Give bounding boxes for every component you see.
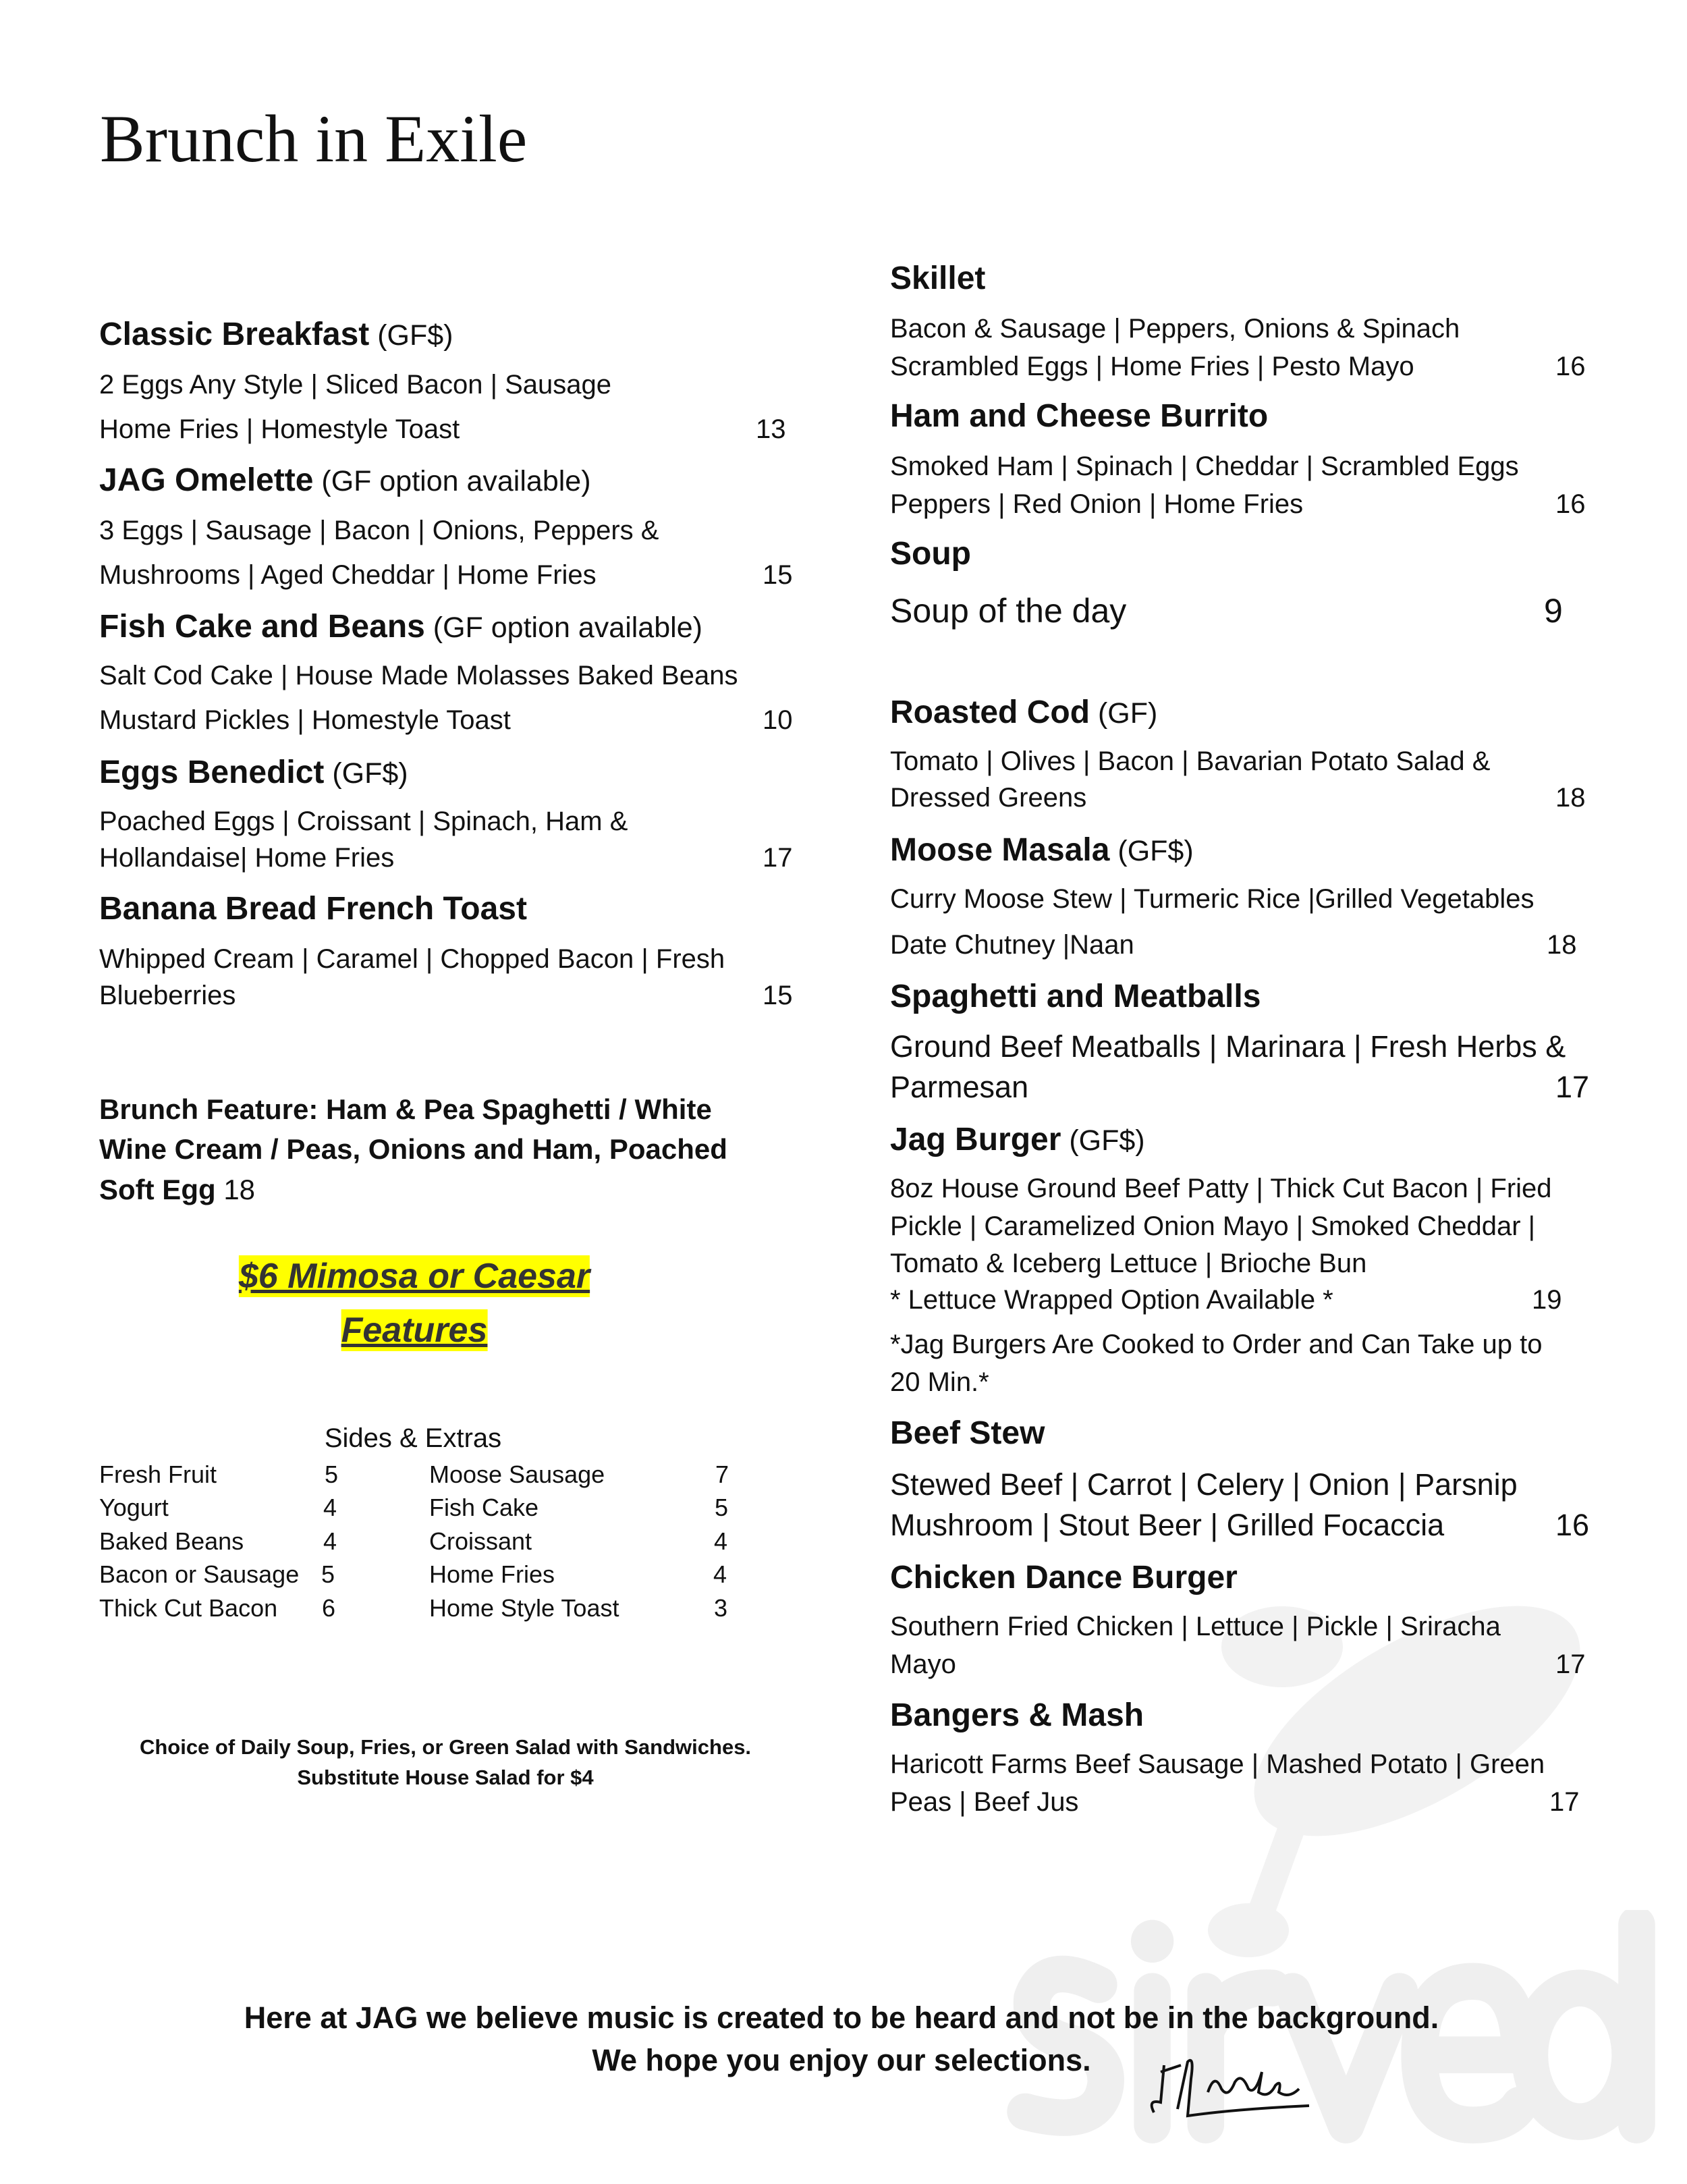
item-desc: Hollandaise| Home Fries (99, 843, 395, 873)
feature-price: 18 (223, 1174, 256, 1205)
side-price: 4 (713, 1560, 727, 1588)
item-price: 15 (763, 560, 793, 590)
item-name: Jag Burger (890, 1122, 1061, 1157)
item-price: 19 (1532, 1285, 1562, 1315)
side-name: Yogurt (99, 1494, 169, 1521)
sandwich-note: Substitute House Salad for $4 (297, 1766, 594, 1789)
footer-message: Here at JAG we believe music is created to be heard and not be in the background. (244, 2000, 1439, 2035)
item-moose-masala (890, 831, 1194, 870)
brunch-feature (99, 1173, 255, 1207)
item-qualifier: (GF option available) (313, 465, 591, 497)
item-desc: Parmesan (890, 1070, 1029, 1104)
item-name: Moose Masala (890, 832, 1110, 868)
item-desc: Scrambled Eggs | Home Fries | Pesto Mayo (890, 352, 1414, 381)
item-jag-burger (890, 1120, 1145, 1159)
item-desc: Mushrooms | Aged Cheddar | Home Fries (99, 560, 597, 590)
item-price: 16 (1555, 489, 1586, 519)
item-name: Fish Cake and Beans (99, 609, 425, 645)
item-price: 18 (1555, 783, 1586, 813)
item-ham-cheese-burrito (890, 397, 1268, 436)
side-price: 4 (323, 1494, 337, 1521)
item-note: 20 Min.* (890, 1367, 989, 1397)
item-beef-stew (890, 1414, 1045, 1453)
item-jag-omelette (99, 461, 591, 500)
item-roasted-cod (890, 693, 1157, 732)
item-desc: 8oz House Ground Beef Patty | Thick Cut Bacon | Fried (890, 1174, 1552, 1203)
item-desc: * Lettuce Wrapped Option Available * (890, 1285, 1333, 1315)
item-price: 17 (763, 843, 793, 873)
item-fish-cake (99, 607, 702, 647)
item-price: 17 (1555, 1070, 1590, 1104)
item-desc: Smoked Ham | Spinach | Cheddar | Scrambled Eggs (890, 452, 1519, 481)
item-classic-breakfast (99, 315, 453, 354)
item-note: *Jag Burgers Are Cooked to Order and Can Take up to (890, 1330, 1543, 1359)
item-desc: 3 Eggs | Sausage | Bacon | Onions, Peppers & (99, 516, 659, 545)
item-price: 17 (1549, 1787, 1580, 1817)
item-bangers-mash (890, 1696, 1144, 1735)
side-name: Home Fries (429, 1560, 555, 1588)
item-price: 16 (1555, 1508, 1590, 1542)
item-qualifier: (GF$) (324, 757, 408, 790)
side-name: Home Style Toast (429, 1594, 619, 1622)
promo-banner: $6 Mimosa or Caesar (239, 1255, 590, 1297)
item-skillet (890, 259, 985, 298)
item-desc: Peas | Beef Jus (890, 1787, 1079, 1817)
item-name: Bangers & Mash (890, 1697, 1144, 1733)
footer-message: We hope you enjoy our selections. (592, 2043, 1091, 2077)
item-price: 18 (1547, 930, 1577, 960)
item-name: Soup (890, 536, 971, 572)
item-desc: Soup of the day (890, 592, 1127, 630)
item-desc: Home Fries | Homestyle Toast (99, 414, 460, 444)
item-name: Classic Breakfast (99, 317, 370, 352)
item-eggs-benedict (99, 753, 408, 792)
item-desc: Bacon & Sausage | Peppers, Onions & Spinach (890, 314, 1460, 344)
item-desc: 2 Eggs Any Style | Sliced Bacon | Sausage (99, 370, 612, 400)
item-desc: Poached Eggs | Croissant | Spinach, Ham & (99, 807, 628, 836)
item-desc: Mushroom | Stout Beer | Grilled Focaccia (890, 1508, 1445, 1542)
item-name: Eggs Benedict (99, 755, 325, 790)
item-qualifier: (GF$) (369, 319, 453, 352)
item-desc: Salt Cod Cake | House Made Molasses Baked Beans (99, 661, 738, 690)
side-name: Fresh Fruit (99, 1460, 217, 1488)
item-qualifier: (GF$) (1061, 1124, 1145, 1157)
side-price: 5 (325, 1460, 339, 1488)
item-name: Skillet (890, 261, 986, 296)
page-title: Brunch in Exile (100, 101, 528, 176)
item-desc: Mustard Pickles | Homestyle Toast (99, 705, 511, 735)
item-name: Chicken Dance Burger (890, 1560, 1238, 1595)
side-price: 5 (321, 1560, 335, 1588)
side-price: 6 (322, 1594, 336, 1622)
side-price: 5 (715, 1494, 729, 1521)
side-name: Fish Cake (429, 1494, 539, 1521)
item-desc: Dressed Greens (890, 783, 1087, 813)
item-chicken-dance-burger (890, 1558, 1238, 1598)
brunch-feature: Wine Cream / Peas, Onions and Ham, Poached (99, 1133, 727, 1165)
item-desc: Tomato | Olives | Bacon | Bavarian Potato Salad & (890, 746, 1491, 776)
side-price: 4 (714, 1527, 728, 1555)
feature-text: Soft Egg (99, 1174, 216, 1205)
item-soup (890, 535, 971, 574)
item-desc: Stewed Beef | Carrot | Celery | Onion | Parsnip (890, 1467, 1518, 1502)
item-price: 17 (1555, 1649, 1586, 1679)
item-price: 13 (756, 414, 786, 444)
item-name: Roasted Cod (890, 694, 1090, 730)
side-price: 4 (323, 1527, 337, 1555)
item-price: 16 (1555, 352, 1586, 381)
item-desc: Tomato & Iceberg Lettuce | Brioche Bun (890, 1249, 1367, 1278)
item-desc: Pickle | Caramelized Onion Mayo | Smoked Cheddar | (890, 1211, 1536, 1241)
item-desc: Mayo (890, 1649, 956, 1679)
item-name: Beef Stew (890, 1415, 1045, 1451)
item-name: Banana Bread French Toast (99, 891, 527, 927)
side-name: Thick Cut Bacon (99, 1594, 278, 1622)
item-qualifier: (GF$) (1109, 835, 1194, 867)
side-price: 3 (714, 1594, 728, 1622)
item-desc: Blueberries (99, 981, 236, 1010)
side-name: Moose Sausage (429, 1460, 605, 1488)
item-desc: Whipped Cream | Caramel | Chopped Bacon | Fresh (99, 944, 725, 974)
item-qualifier: (GF) (1090, 697, 1158, 730)
item-desc: Ground Beef Meatballs | Marinara | Fresh Herbs & (890, 1029, 1566, 1064)
brunch-feature: Brunch Feature: Ham & Pea Spaghetti / White (99, 1093, 712, 1125)
item-price: 15 (763, 981, 793, 1010)
promo-banner: Features (341, 1309, 488, 1351)
side-name: Croissant (429, 1527, 532, 1555)
item-desc: Curry Moose Stew | Turmeric Rice |Grilled Vegetables (890, 884, 1534, 914)
item-price: 10 (763, 705, 793, 735)
item-name: Spaghetti and Meatballs (890, 979, 1261, 1014)
sandwich-note: Choice of Daily Soup, Fries, or Green Salad with Sandwiches. (139, 1735, 752, 1759)
item-price: 9 (1544, 592, 1563, 630)
side-price: 7 (715, 1460, 729, 1488)
item-name: JAG Omelette (99, 462, 314, 498)
item-name: Ham and Cheese Burrito (890, 398, 1269, 434)
item-banana-bread (99, 890, 527, 929)
side-name: Bacon or Sausage (99, 1560, 300, 1588)
item-qualifier: (GF option available) (424, 611, 702, 644)
item-desc: Peppers | Red Onion | Home Fries (890, 489, 1304, 519)
item-desc: Southern Fried Chicken | Lettuce | Pickle | Sriracha (890, 1612, 1501, 1641)
item-desc: Date Chutney |Naan (890, 930, 1134, 960)
item-spaghetti-meatballs (890, 977, 1261, 1016)
signature-icon (1134, 2052, 1336, 2126)
item-desc: Haricott Farms Beef Sausage | Mashed Potato | Green (890, 1749, 1545, 1779)
side-name: Baked Beans (99, 1527, 244, 1555)
sides-title: Sides & Extras (324, 1423, 502, 1453)
